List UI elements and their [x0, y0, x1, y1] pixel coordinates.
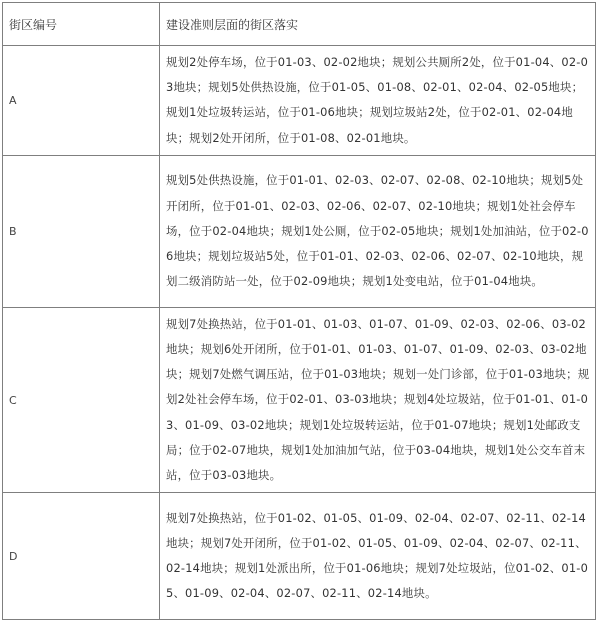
header-row	[3, 3, 596, 46]
block-id-cell: A	[3, 46, 160, 156]
implementation-cell: 规划7处换热站，位于01-01、01-03、01-07、01-09、02-03、02-06、03-02地块；规划6处开闭所，位于01-01、01-03、01-07、01-09、02-03、03-02地块；规划7处燃气调压站，位于01-03地块；规划一处门诊部，位于01-03地块；规划2处社会停车场，位于02-01、03-03地块；规划4处垃圾站，位于01-01、01-03、01-09、03-02地块；规划1处垃圾转运站，位于01-07地块；规划1处邮政支局；位于02-07地块，规划1处加油加气站，位于03-04地块，规划1处公交车首末站，位于03-03地块。	[160, 307, 596, 492]
implementation-cell: 规划2处停车场，位于01-03、02-02地块；规划公共厕所2处，位于01-04、02-03地块；规划5处供热设施，位于01-05、01-08、02-01、02-04、02-05地块；规划1处垃圾转运站，位于01-06地块；规划垃圾站2处，位于02-01、02-04地块；规划2处开闭所，位于01-08、02-01地块。	[160, 46, 596, 156]
table-row-c	[3, 307, 596, 492]
table-row-b	[3, 155, 596, 307]
implementation-cell: 规划5处供热设施，位于01-01、02-03、02-07、02-08、02-10地块；规划5处开闭所，位于01-01、02-03、02-06、02-07、02-10地块；规划1处社会停车场，位于02-04地块；规划1处公厕，位于02-05地块；规划1处加油站，位于02-06地块；规划垃圾站5处，位于01-01、02-03、02-06、02-07、02-10地块，规划二级消防站一处，位于02-09地块；规划1处变电站，位于01-04地块。	[160, 155, 596, 307]
block-id-cell: C	[3, 307, 160, 492]
block-id-cell: D	[3, 493, 160, 620]
implementation-cell: 规划7处换热站，位于01-02、01-05、01-09、02-04、02-07、02-11、02-14地块；规划7处开闭所，位于01-02、01-05、01-09、02-04、02-07、02-11、02-14地块；规划1处派出所，位于01-06地块；规划7处垃圾站，位01-02、01-05、01-09、02-04、02-07、02-11、02-14地块。	[160, 493, 596, 620]
table-row-d	[3, 493, 596, 620]
planning-table	[2, 2, 596, 620]
header-block-id: 街区编号	[3, 3, 160, 46]
header-implementation: 建设准则层面的街区落实	[160, 3, 596, 46]
table-row-a	[3, 46, 596, 156]
block-id-cell: B	[3, 155, 160, 307]
